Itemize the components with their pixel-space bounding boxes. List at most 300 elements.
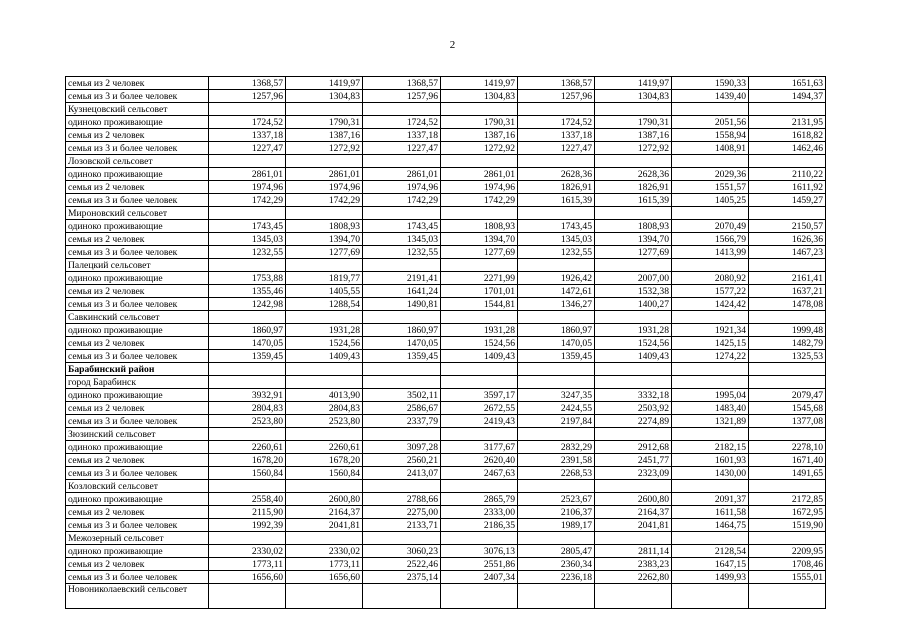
empty-cell [363,584,441,609]
value-cell: 2672,55 [441,402,518,415]
empty-cell [286,103,363,116]
row-label: одиноко проживающие [66,220,209,233]
empty-cell [749,155,826,168]
value-cell: 2424,55 [518,402,595,415]
table-row [66,220,826,233]
value-cell: 1409,43 [286,350,363,363]
empty-cell [749,532,826,545]
empty-cell [672,363,749,376]
empty-cell [518,532,595,545]
value-cell: 2262,80 [595,571,672,584]
empty-cell [209,155,286,168]
value-cell: 2260,61 [209,441,286,454]
group-header-row [66,376,826,389]
value-cell: 2106,37 [518,506,595,519]
empty-cell [749,584,826,609]
group-header-row [66,207,826,220]
value-cell: 1227,47 [363,142,441,155]
value-cell: 1974,96 [209,181,286,194]
group-header-row [66,480,826,493]
empty-cell [209,363,286,376]
value-cell: 1345,03 [363,233,441,246]
empty-cell [595,363,672,376]
empty-cell [286,259,363,272]
empty-cell [595,259,672,272]
table-row [66,519,826,532]
row-label: семья из 2 человек [66,558,209,571]
empty-cell [672,103,749,116]
empty-cell [286,311,363,324]
empty-cell [441,480,518,493]
table-row [66,285,826,298]
row-label: семья из 3 и более человек [66,415,209,428]
value-cell: 1808,93 [286,220,363,233]
value-cell: 2551,86 [441,558,518,571]
page-number: 2 [449,39,456,51]
row-label: одиноко проживающие [66,116,209,129]
value-cell: 2330,02 [286,545,363,558]
value-cell: 1408,91 [672,142,749,155]
row-label: семья из 3 и более человек [66,350,209,363]
value-cell: 1359,45 [209,350,286,363]
value-cell: 1491,65 [749,467,826,480]
empty-cell [749,103,826,116]
value-cell: 1272,92 [441,142,518,155]
value-cell: 1467,23 [749,246,826,259]
value-cell: 2628,36 [595,168,672,181]
value-cell: 2467,63 [441,467,518,480]
row-label: семья из 2 человек [66,506,209,519]
row-label: семья из 3 и более человек [66,298,209,311]
value-cell: 1387,16 [286,129,363,142]
value-cell: 1992,39 [209,519,286,532]
value-cell: 1773,11 [286,558,363,571]
value-cell: 1419,97 [595,77,672,90]
value-cell: 3097,28 [363,441,441,454]
row-label: семья из 2 человек [66,454,209,467]
value-cell: 1274,22 [672,350,749,363]
value-cell: 1611,58 [672,506,749,519]
empty-cell [441,584,518,609]
value-cell: 1724,52 [363,116,441,129]
value-cell: 1544,81 [441,298,518,311]
empty-cell [672,207,749,220]
value-cell: 1555,01 [749,571,826,584]
table-row [66,129,826,142]
value-cell: 1743,45 [209,220,286,233]
value-cell: 1424,42 [672,298,749,311]
empty-cell [672,311,749,324]
empty-cell [441,259,518,272]
value-cell: 2209,95 [749,545,826,558]
row-label: семья из 3 и более человек [66,142,209,155]
value-cell: 2912,68 [595,441,672,454]
value-cell: 1464,75 [672,519,749,532]
value-cell: 1742,29 [441,194,518,207]
empty-cell [595,584,672,609]
settlement-name: город Барабинск [66,376,209,389]
empty-cell [209,376,286,389]
table-row [66,233,826,246]
value-cell: 2236,18 [518,571,595,584]
value-cell: 1551,57 [672,181,749,194]
value-cell: 1359,45 [363,350,441,363]
empty-cell [749,480,826,493]
value-cell: 1743,45 [363,220,441,233]
value-cell: 1345,03 [518,233,595,246]
empty-cell [363,532,441,545]
empty-cell [286,584,363,609]
empty-cell [595,532,672,545]
settlement-name: Савкинский сельсовет [66,311,209,324]
empty-cell [518,428,595,441]
value-cell: 2051,56 [672,116,749,129]
value-cell: 1394,70 [595,233,672,246]
value-cell: 2191,41 [363,272,441,285]
value-cell: 3076,13 [441,545,518,558]
value-cell: 1394,70 [441,233,518,246]
value-cell: 1524,56 [441,337,518,350]
table-row [66,298,826,311]
empty-cell [363,207,441,220]
group-header-row [66,103,826,116]
value-cell: 1974,96 [286,181,363,194]
value-cell: 1637,21 [749,285,826,298]
value-cell: 3177,67 [441,441,518,454]
row-label: одиноко проживающие [66,272,209,285]
value-cell: 2360,34 [518,558,595,571]
settlement-name: Новониколаевский сельсовет [66,584,209,609]
empty-cell [209,207,286,220]
value-cell: 1647,15 [672,558,749,571]
value-cell: 2375,14 [363,571,441,584]
row-label: семья из 3 и более человек [66,467,209,480]
table-row [66,571,826,584]
row-label: одиноко проживающие [66,545,209,558]
value-cell: 2186,35 [441,519,518,532]
settlement-name: Межозерный сельсовет [66,532,209,545]
value-cell: 1618,82 [749,129,826,142]
value-cell: 2407,34 [441,571,518,584]
value-cell: 1724,52 [518,116,595,129]
value-cell: 2070,49 [672,220,749,233]
empty-cell [363,428,441,441]
value-cell: 2788,66 [363,493,441,506]
value-cell: 1409,43 [595,350,672,363]
value-cell: 1656,60 [286,571,363,584]
value-cell: 1400,27 [595,298,672,311]
value-cell: 1626,36 [749,233,826,246]
value-cell: 1272,92 [595,142,672,155]
row-label: одиноко проживающие [66,324,209,337]
table-row [66,181,826,194]
value-cell: 1860,97 [363,324,441,337]
value-cell: 1560,84 [209,467,286,480]
value-cell: 1860,97 [518,324,595,337]
district-name: Барабинский район [66,363,209,376]
value-cell: 2523,67 [518,493,595,506]
row-label: семья из 2 человек [66,233,209,246]
value-cell: 1590,33 [672,77,749,90]
settlement-name: Кузнецовский сельсовет [66,103,209,116]
row-label: одиноко проживающие [66,493,209,506]
value-cell: 1387,16 [441,129,518,142]
tariff-table [65,76,826,609]
group-header-row [66,532,826,545]
value-cell: 1742,29 [363,194,441,207]
value-cell: 2131,95 [749,116,826,129]
value-cell: 2271,99 [441,272,518,285]
empty-cell [363,155,441,168]
row-label: семья из 3 и более человек [66,519,209,532]
empty-cell [441,363,518,376]
group-header-row [66,428,826,441]
row-label: семья из 2 человек [66,402,209,415]
value-cell: 2419,43 [441,415,518,428]
value-cell: 3502,11 [363,389,441,402]
value-cell: 1227,47 [209,142,286,155]
value-cell: 1321,89 [672,415,749,428]
value-cell: 4013,90 [286,389,363,402]
value-cell: 1304,83 [595,90,672,103]
value-cell: 1678,20 [209,454,286,467]
value-cell: 1232,55 [363,246,441,259]
value-cell: 1413,99 [672,246,749,259]
value-cell: 2861,01 [209,168,286,181]
empty-cell [441,103,518,116]
settlement-name: Лозовской сельсовет [66,155,209,168]
value-cell: 1277,69 [441,246,518,259]
value-cell: 1483,40 [672,402,749,415]
empty-cell [518,155,595,168]
empty-cell [286,480,363,493]
value-cell: 2079,47 [749,389,826,402]
value-cell: 2274,89 [595,415,672,428]
table-row [66,493,826,506]
value-cell: 2337,79 [363,415,441,428]
empty-cell [672,376,749,389]
value-cell: 1430,00 [672,467,749,480]
empty-cell [749,259,826,272]
district-header-row [66,363,826,376]
value-cell: 1524,56 [595,337,672,350]
table-row [66,272,826,285]
value-cell: 1701,01 [441,285,518,298]
table-row [66,142,826,155]
value-cell: 1519,90 [749,519,826,532]
group-header-row [66,259,826,272]
empty-cell [595,480,672,493]
value-cell: 1790,31 [595,116,672,129]
value-cell: 2110,22 [749,168,826,181]
empty-cell [595,311,672,324]
empty-cell [518,584,595,609]
empty-cell [286,207,363,220]
value-cell: 1826,91 [595,181,672,194]
group-header-row [66,584,826,609]
row-label: одиноко проживающие [66,389,209,402]
empty-cell [209,103,286,116]
empty-cell [518,311,595,324]
value-cell: 2413,07 [363,467,441,480]
value-cell: 1532,38 [595,285,672,298]
value-cell: 2391,58 [518,454,595,467]
value-cell: 1368,57 [363,77,441,90]
empty-cell [595,428,672,441]
empty-cell [672,532,749,545]
value-cell: 1995,04 [672,389,749,402]
empty-cell [749,207,826,220]
empty-cell [595,155,672,168]
value-cell: 1257,96 [518,90,595,103]
value-cell: 2451,77 [595,454,672,467]
value-cell: 2523,80 [286,415,363,428]
value-cell: 1288,54 [286,298,363,311]
table-row [66,467,826,480]
row-label: семья из 3 и более человек [66,90,209,103]
value-cell: 2865,79 [441,493,518,506]
value-cell: 2523,80 [209,415,286,428]
settlement-name: Зюзинский сельсовет [66,428,209,441]
value-cell: 1470,05 [363,337,441,350]
value-cell: 1472,61 [518,285,595,298]
value-cell: 1337,18 [363,129,441,142]
value-cell: 2080,92 [672,272,749,285]
value-cell: 2503,92 [595,402,672,415]
empty-cell [595,103,672,116]
value-cell: 2333,00 [441,506,518,519]
value-cell: 2323,09 [595,467,672,480]
value-cell: 3597,17 [441,389,518,402]
value-cell: 1494,37 [749,90,826,103]
value-cell: 1773,11 [209,558,286,571]
value-cell: 1545,68 [749,402,826,415]
value-cell: 2330,02 [209,545,286,558]
table-row [66,324,826,337]
value-cell: 1615,39 [518,194,595,207]
value-cell: 2128,54 [672,545,749,558]
value-cell: 1974,96 [441,181,518,194]
empty-cell [441,207,518,220]
empty-cell [749,428,826,441]
value-cell: 2275,00 [363,506,441,519]
value-cell: 2560,21 [363,454,441,467]
empty-cell [286,363,363,376]
table-row [66,558,826,571]
value-cell: 1641,24 [363,285,441,298]
value-cell: 2007,00 [595,272,672,285]
value-cell: 1819,77 [286,272,363,285]
settlement-name: Палецкий сельсовет [66,259,209,272]
value-cell: 1671,40 [749,454,826,467]
value-cell: 2832,29 [518,441,595,454]
table-row [66,246,826,259]
table-row [66,90,826,103]
value-cell: 1257,96 [209,90,286,103]
value-cell: 1405,55 [286,285,363,298]
empty-cell [363,376,441,389]
value-cell: 2805,47 [518,545,595,558]
empty-cell [672,480,749,493]
value-cell: 2861,01 [286,168,363,181]
value-cell: 2197,84 [518,415,595,428]
value-cell: 2164,37 [286,506,363,519]
value-cell: 1656,60 [209,571,286,584]
row-label: семья из 2 человек [66,181,209,194]
value-cell: 2029,36 [672,168,749,181]
value-cell: 1601,93 [672,454,749,467]
value-cell: 2278,10 [749,441,826,454]
value-cell: 1651,63 [749,77,826,90]
value-cell: 1462,46 [749,142,826,155]
row-label: семья из 2 человек [66,285,209,298]
empty-cell [363,259,441,272]
empty-cell [672,428,749,441]
value-cell: 1921,34 [672,324,749,337]
value-cell: 2115,90 [209,506,286,519]
value-cell: 3932,91 [209,389,286,402]
value-cell: 2268,53 [518,467,595,480]
value-cell: 2091,37 [672,493,749,506]
table-row [66,116,826,129]
value-cell: 1272,92 [286,142,363,155]
value-cell: 1227,47 [518,142,595,155]
value-cell: 1355,46 [209,285,286,298]
empty-cell [749,311,826,324]
empty-cell [363,363,441,376]
value-cell: 2804,83 [209,402,286,415]
value-cell: 1577,22 [672,285,749,298]
value-cell: 2041,81 [286,519,363,532]
value-cell: 2811,14 [595,545,672,558]
value-cell: 1419,97 [286,77,363,90]
value-cell: 1524,56 [286,337,363,350]
table-row [66,168,826,181]
empty-cell [209,259,286,272]
value-cell: 1277,69 [286,246,363,259]
value-cell: 1742,29 [286,194,363,207]
value-cell: 1860,97 [209,324,286,337]
row-label: семья из 2 человек [66,129,209,142]
value-cell: 3247,35 [518,389,595,402]
value-cell: 1277,69 [595,246,672,259]
value-cell: 1387,16 [595,129,672,142]
value-cell: 2600,80 [286,493,363,506]
empty-cell [518,259,595,272]
value-cell: 1808,93 [441,220,518,233]
value-cell: 3060,23 [363,545,441,558]
table-row [66,194,826,207]
value-cell: 1678,20 [286,454,363,467]
table-body [66,77,826,609]
value-cell: 1419,97 [441,77,518,90]
value-cell: 1989,17 [518,519,595,532]
value-cell: 1242,98 [209,298,286,311]
value-cell: 1377,08 [749,415,826,428]
empty-cell [749,376,826,389]
empty-cell [672,155,749,168]
value-cell: 1931,28 [286,324,363,337]
table-row [66,337,826,350]
value-cell: 1931,28 [441,324,518,337]
empty-cell [518,103,595,116]
table-row [66,545,826,558]
value-cell: 1459,27 [749,194,826,207]
value-cell: 1560,84 [286,467,363,480]
value-cell: 1611,92 [749,181,826,194]
value-cell: 1325,53 [749,350,826,363]
value-cell: 1742,29 [209,194,286,207]
